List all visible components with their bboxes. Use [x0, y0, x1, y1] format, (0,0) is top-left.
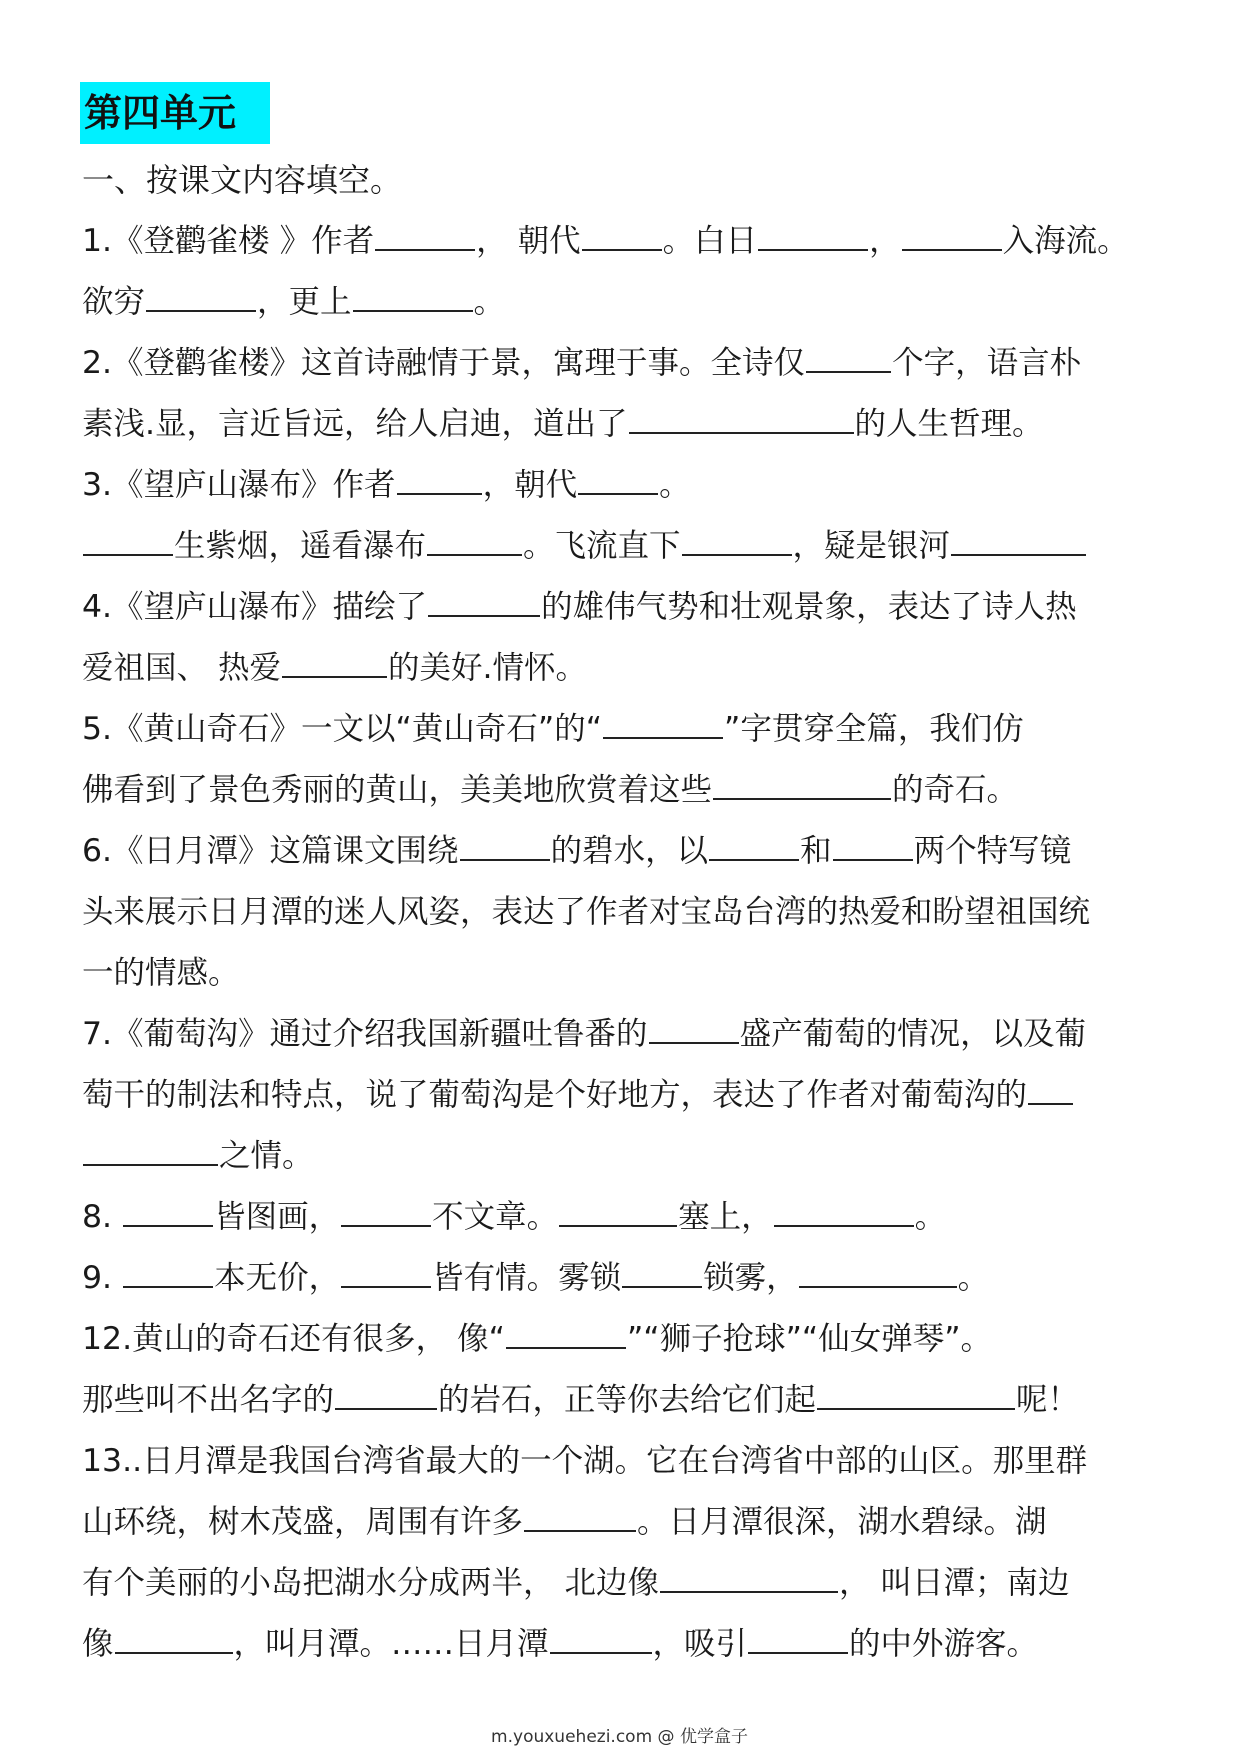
fill-in-blank[interactable] — [146, 309, 256, 312]
question-line — [82, 1431, 1167, 1492]
question-text: 本无价， — [214, 1260, 341, 1296]
question-line — [82, 1187, 1167, 1248]
unit-title: 第四单元 — [80, 82, 270, 144]
question-text: 。 — [914, 1199, 947, 1235]
question-text: ，吸引 — [652, 1626, 748, 1662]
question-text: 的岩石，正等你去给它们起 — [438, 1382, 817, 1418]
question-text: 锁雾， — [703, 1260, 798, 1296]
question-text: 萄干的制法和特点，说了葡萄沟是个好地方，表达了作者对葡萄沟的 — [82, 1077, 1028, 1113]
question-line — [82, 699, 1167, 760]
question-line — [82, 1370, 1167, 1431]
question-text: 1.《登鹳雀楼 》作者 — [82, 223, 375, 259]
worksheet-content — [82, 150, 1167, 1675]
fill-in-blank[interactable] — [550, 1651, 652, 1654]
question-text: 3.《望庐山瀑布》作者 — [82, 467, 396, 503]
question-text: 。飞流直下 — [523, 528, 681, 564]
question-text: 和 — [800, 833, 832, 869]
question-text: 的雄伟气势和壮观景象，表达了诗人热 — [541, 589, 1077, 625]
question-line — [82, 394, 1167, 455]
question-line — [82, 516, 1167, 577]
question-text: 的碧水，以 — [550, 833, 709, 869]
question-text: 呢！ — [1016, 1382, 1080, 1418]
question-text: 像 — [82, 1626, 114, 1662]
question-line — [82, 455, 1167, 516]
question-text: 那些叫不出名字的 — [82, 1382, 335, 1418]
question-text: 。 — [659, 467, 691, 503]
question-text: 的人生哲理。 — [854, 406, 1044, 442]
fill-in-blank[interactable] — [1028, 1102, 1073, 1105]
question-text: 9. — [82, 1260, 123, 1296]
fill-in-blank[interactable] — [902, 248, 1002, 251]
question-text: 一的情感。 — [82, 955, 240, 991]
question-text: 爱祖国、 热爱 — [82, 650, 282, 686]
question-line — [82, 1126, 1167, 1187]
question-text: 盛产葡萄的情况，以及葡 — [739, 1016, 1087, 1052]
question-line — [82, 1248, 1167, 1309]
fill-in-blank[interactable] — [748, 1651, 848, 1654]
question-text: 之情。 — [219, 1138, 314, 1174]
question-text: 皆图画， — [214, 1199, 341, 1235]
fill-in-blank[interactable] — [649, 1041, 739, 1044]
fill-in-blank[interactable] — [622, 1285, 702, 1288]
question-text: ，朝代 — [482, 467, 578, 503]
question-text: 13..日月潭是我国台湾省最大的一个湖。它在台湾省中部的山区。那里群 — [82, 1443, 1088, 1479]
fill-in-blank[interactable] — [353, 309, 473, 312]
question-text: 素浅.显，言近旨远，给人启迪，道出了 — [82, 406, 628, 442]
question-line — [82, 882, 1167, 943]
question-text: 皆有情。雾锁 — [432, 1260, 622, 1296]
fill-in-blank[interactable] — [282, 675, 387, 678]
question-line — [82, 760, 1167, 821]
fill-in-blank[interactable] — [629, 431, 854, 434]
question-text: 。 — [473, 284, 506, 320]
question-text: 的中外游客。 — [849, 1626, 1039, 1662]
fill-in-blank[interactable] — [817, 1407, 1015, 1410]
fill-in-blank[interactable] — [341, 1224, 431, 1227]
fill-in-blank[interactable] — [123, 1224, 213, 1227]
question-text: ， 朝代 — [476, 223, 581, 259]
fill-in-blank[interactable] — [603, 736, 723, 739]
question-text: 。 — [957, 1260, 990, 1296]
question-text: 8. — [82, 1199, 123, 1235]
question-text: 入海流。 — [1002, 223, 1129, 259]
question-line — [82, 333, 1167, 394]
question-text: 塞上， — [678, 1199, 773, 1235]
section-title: 一、按课文内容填空。 — [82, 161, 403, 199]
question-line — [82, 1309, 1167, 1370]
question-text: 。日月潭很深，湖水碧绿。湖 — [637, 1504, 1047, 1540]
fill-in-blank[interactable] — [951, 553, 1086, 556]
question-line — [82, 211, 1167, 272]
fill-in-blank[interactable] — [660, 1590, 838, 1593]
fill-in-blank[interactable] — [460, 858, 550, 861]
fill-in-blank[interactable] — [774, 1224, 914, 1227]
question-text: ，疑是银河 — [792, 528, 951, 564]
question-line — [82, 943, 1167, 1004]
question-line — [82, 1553, 1167, 1614]
question-text: 4.《望庐山瀑布》描绘了 — [82, 589, 428, 625]
question-text: 5.《黄山奇石》一文以“黄山奇石”的“ — [82, 711, 603, 747]
question-text: 的奇石。 — [892, 772, 1019, 808]
question-line — [82, 1492, 1167, 1553]
question-line — [82, 1065, 1167, 1126]
question-text: ，叫月潭。……日月潭 — [233, 1626, 549, 1662]
fill-in-blank[interactable] — [427, 553, 522, 556]
fill-in-blank[interactable] — [833, 858, 913, 861]
fill-in-blank[interactable] — [83, 1163, 218, 1166]
question-text: ”字贯穿全篇，我们仿 — [724, 711, 1024, 747]
fill-in-blank[interactable] — [115, 1651, 233, 1654]
fill-in-blank[interactable] — [506, 1346, 626, 1349]
question-text: 个字，语言朴 — [892, 345, 1082, 381]
fill-in-blank[interactable] — [582, 248, 662, 251]
fill-in-blank[interactable] — [578, 492, 658, 495]
fill-in-blank[interactable] — [682, 553, 792, 556]
question-lines — [82, 211, 1167, 1675]
question-text: ， — [869, 223, 901, 259]
question-text: ，更上 — [257, 284, 352, 320]
question-text: 两个特写镜 — [913, 833, 1072, 869]
question-line — [82, 577, 1167, 638]
question-text: 有个美丽的小岛把湖水分成两半， 北边像 — [82, 1565, 660, 1601]
fill-in-blank[interactable] — [524, 1529, 636, 1532]
question-text: 7.《葡萄沟》通过介绍我国新疆吐鲁番的 — [82, 1016, 648, 1052]
question-text: ， 叫日潭；南边 — [839, 1565, 1070, 1601]
fill-in-blank[interactable] — [375, 248, 475, 251]
question-text: 的美好.情怀。 — [388, 650, 588, 686]
fill-in-blank[interactable] — [713, 797, 891, 800]
question-text: ”“狮子抢球”“仙女弹琴”。 — [626, 1321, 993, 1357]
fill-in-blank[interactable] — [123, 1285, 213, 1288]
fill-in-blank[interactable] — [799, 1285, 957, 1288]
question-text: 12.黄山的奇石还有很多， 像“ — [82, 1321, 505, 1357]
question-text: 欲穷 — [82, 284, 146, 320]
fill-in-blank[interactable] — [709, 858, 799, 861]
question-text: 。白日 — [662, 223, 758, 259]
fill-in-blank[interactable] — [428, 614, 540, 617]
fill-in-blank[interactable] — [341, 1285, 431, 1288]
fill-in-blank[interactable] — [758, 248, 868, 251]
footer-watermark: m.youxuehezi.com @ 优学盒子 — [491, 1727, 748, 1747]
question-text: 佛看到了景色秀丽的黄山，美美地欣赏着这些 — [82, 772, 713, 808]
question-line — [82, 638, 1167, 699]
question-line — [82, 1004, 1167, 1065]
fill-in-blank[interactable] — [335, 1407, 437, 1410]
question-text: 不文章。 — [432, 1199, 559, 1235]
question-line — [82, 821, 1167, 882]
question-text: 生紫烟，遥看瀑布 — [174, 528, 427, 564]
question-line — [82, 1614, 1167, 1675]
question-text: 6.《日月潭》这篇课文围绕 — [82, 833, 459, 869]
fill-in-blank[interactable] — [806, 370, 891, 373]
fill-in-blank[interactable] — [397, 492, 482, 495]
question-text: 2.《登鹳雀楼》这首诗融情于景，寓理于事。全诗仅 — [82, 345, 806, 381]
fill-in-blank[interactable] — [83, 553, 173, 556]
question-text: 山环绕，树木茂盛，周围有许多 — [82, 1504, 524, 1540]
question-text: 头来展示日月潭的迷人风姿，表达了作者对宝岛台湾的热爱和盼望祖国统 — [82, 894, 1091, 930]
question-line — [82, 272, 1167, 333]
fill-in-blank[interactable] — [559, 1224, 677, 1227]
